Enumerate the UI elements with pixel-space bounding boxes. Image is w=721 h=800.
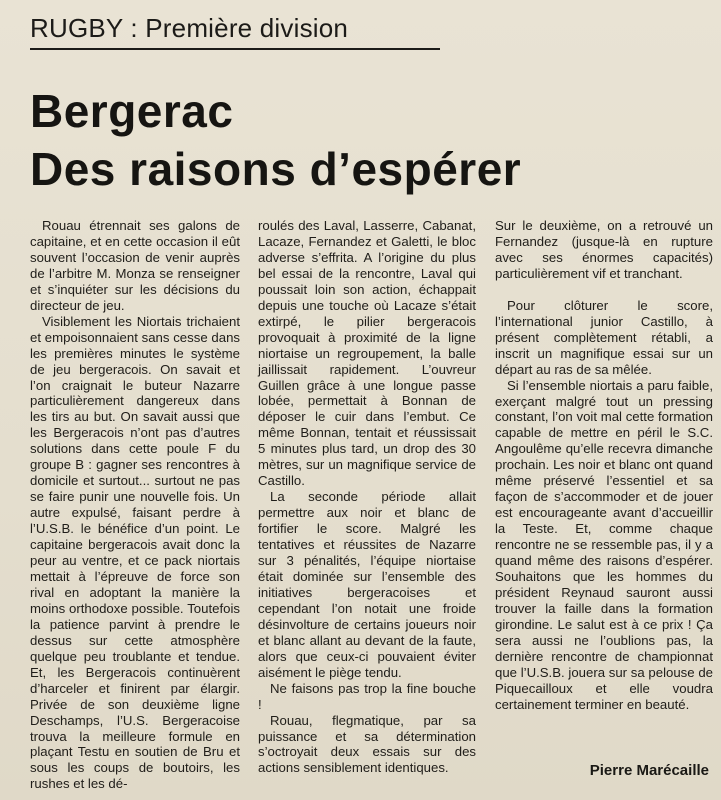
paragraph: Sur le deuxième, on a retrouvé un Fernandez (jusque-là en rupture avec ses énormes capacités) particulièrement vif et tranchant. [495, 218, 713, 281]
headline-line-1: Bergerac [30, 85, 234, 137]
paragraph: Visiblement les Niortais trichaient et empoisonnaient sans cesse dans les premières minutes le système de jeu bergeracois. On savait et l’on craignait le buteur Nazarre particulièrement dangereux dans les tirs au but. On savait aussi que les Bergeracois n’ont pas d’autres solutions dans cette poule F du groupe B : gagner ses rencontres à domicile et surtout... surtout ne pas se faire punir une nouvelle fois. Un autre expulsé, faisant perdre à l’U.S.B. le bénéfice d’un point. Le capitaine bergeracois avait donc la peur au ventre, et ce pack niortais mettait à l’épreuve de force son rival en adoptant la manière la moins orthodoxe possible. Toutefois la patience parvint à prendre le dessus sur cette atmosphère quelque peu troublante et tendue. Et, les Bergeracois continuèrent d’harceler et finirent par élargir. Privée de son deuxième ligne Deschamps, l’U.S. Bergeracoise trouva la meilleure formule en plaçant Testu en soutien de Bru et sous les coups de boutoirs, les rushes et les dé- [30, 313, 240, 792]
headline-line-2: Des raisons d’espérer [30, 143, 522, 195]
paragraph: Si l’ensemble niortais a paru faible, exerçant malgré tout un pressing constant, l’on voit mal cette formation capable de mettre en péril le S.C. Angoulême qu’elle recevra dimanche prochain. Les noir et blanc ont quand même préservé l’essentiel et sa façon de s’accommoder et de jouer est encourageante avant d’accueillir la Teste. Et, comme chaque rencontre ne se ressemble pas, il y a quand même des raisons d’espérer. Souhaitons que les hommes du président Reynaud sauront aussi trouver la faille dans la formation girondine. Le salut est à ce prix ! Ça sera aussi ne l’oublions pas, la dernière rencontre de championnat que l’U.S.B. jouera sur sa pelouse de Piquecailloux et elle voudra certainement terminer en beauté. [495, 377, 713, 712]
article-column-2 [258, 218, 476, 776]
paragraph: roulés des Laval, Lasserre, Cabanat, Lacaze, Fernandez et Galetti, le bloc adverse s’effrita. A l’origine du plus bel essai de la rencontre, Laval qui poussait loin son action, échappait depuis une touche où Lacaze s’était extirpé, le pilier bergeracois provoquait à proximité de la ligne niortaise un regroupement, la balle jaillissait rapidement. L’ouvreur Guillen grâce à une longue passe lobée, permettait à Bonnan de déposer le cuir dans l’embut. Ce même Bonnan, tentait et réussissait 5 minutes plus tard, un drop des 30 mètres, sur un magnifique service de Castillo. [258, 218, 476, 489]
paragraph: La seconde période allait permettre aux noir et blanc de fortifier le score. Malgré les tentatives et réussites de Nazarre sur 3 pénalités, l’équipe niortaise était dominée sur l’ensemble des initiatives bergeracoises et cependant l’on notait une froide désinvolture de certains joueurs noir et blanc allant au devant de la faute, alors que ceux-ci pouvaient éviter aisément le piège tendu. [258, 489, 476, 680]
article-column-1 [30, 218, 240, 792]
author-signature: Pierre Marécaille [589, 762, 709, 779]
section-kicker: RUGBY : Première division [30, 12, 440, 50]
article-column-3 [495, 218, 713, 713]
article-headline [30, 82, 670, 198]
paragraph: Ne faisons pas trop la fine bouche ! [258, 680, 476, 712]
paragraph: Pour clôturer le score, l’international junior Castillo, à présent complètement rétabli, a inscrit un magnifique essai sur un départ au ras de sa mêlée. [495, 297, 713, 377]
paragraph: Rouau, flegmatique, par sa puissance et sa détermination s’octroyait deux essais sur des actions sensiblement identiques. [258, 712, 476, 776]
paragraph: Rouau étrennait ses galons de capitaine, et en cette occasion il eût souvent l’occasion de venir auprès de l’arbitre M. Monza se renseigner et s’inquiéter sur les décisions du directeur de jeu. [30, 218, 240, 313]
